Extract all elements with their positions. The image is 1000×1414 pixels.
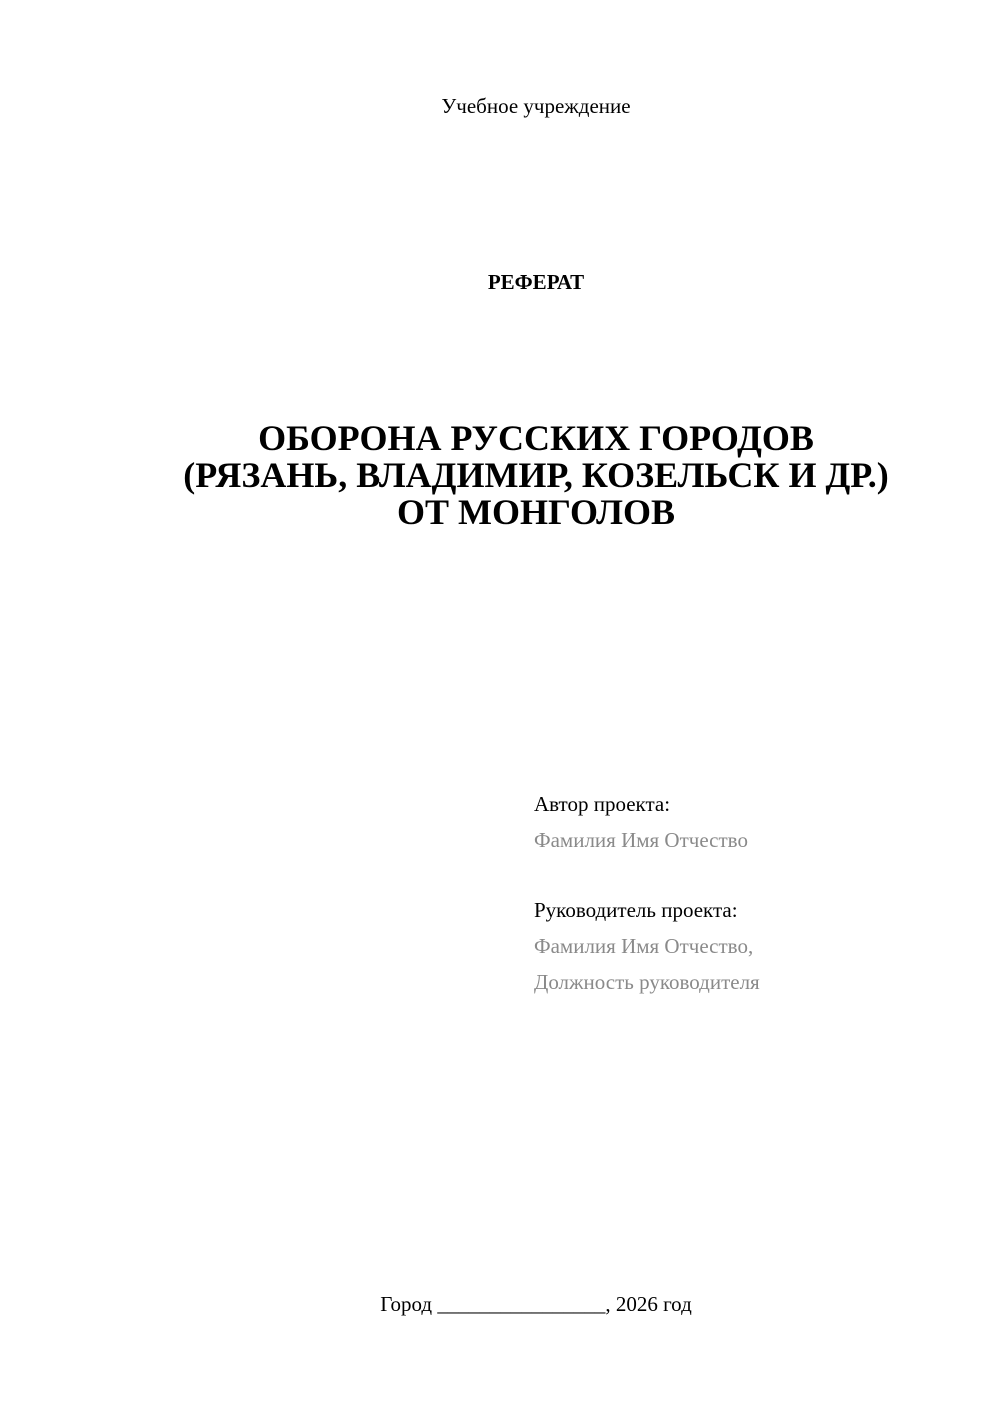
supervisor-label: Руководитель проекта: (534, 898, 738, 922)
author-label: Автор проекта: (534, 792, 671, 816)
title-line-3: ОТ МОНГОЛОВ (396, 492, 676, 532)
authors-spacer (534, 858, 974, 892)
authors-block (534, 786, 974, 1000)
document-type: РЕФЕРАТ (487, 270, 585, 294)
title-line-2: (РЯЗАНЬ, ВЛАДИМИР, КОЗЕЛЬСК И ДР.) (183, 455, 889, 495)
supervisor-name: Фамилия Имя Отчество, (534, 934, 754, 958)
author-name: Фамилия Имя Отчество (534, 828, 748, 852)
institution-name: Учебное учреждение (441, 94, 631, 118)
supervisor-position: Должность руководителя (534, 970, 760, 994)
document-title (0, 420, 1000, 531)
title-line-1: ОБОРОНА РУССКИХ ГОРОДОВ (258, 418, 814, 458)
city-year-line: Город ________________, 2026 год (380, 1292, 692, 1316)
